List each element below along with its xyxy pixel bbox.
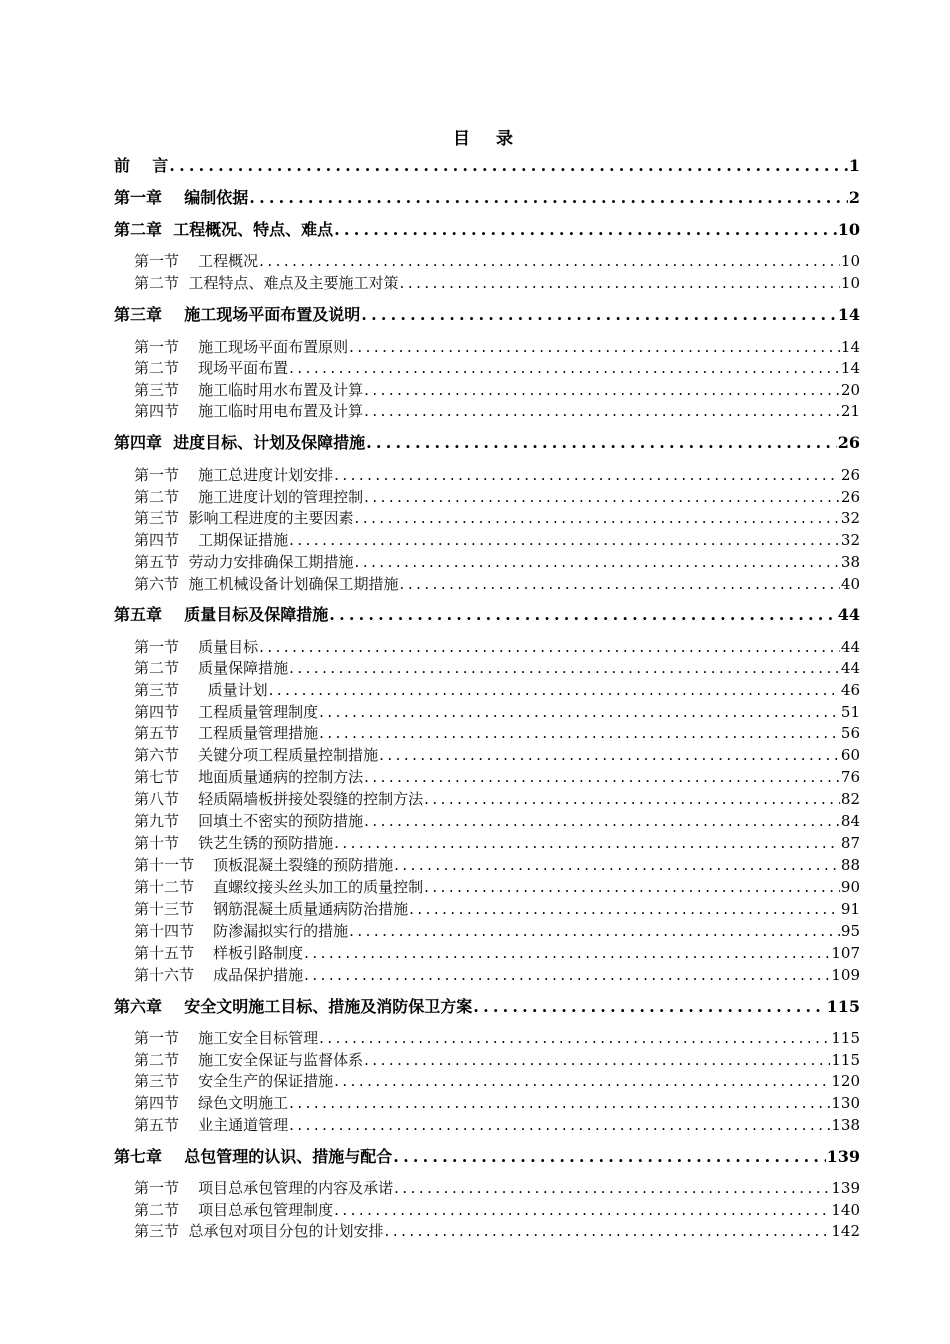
toc-page-number: 109 bbox=[831, 966, 860, 984]
toc-title: 目 录 bbox=[453, 129, 523, 149]
dot-leader bbox=[364, 810, 840, 832]
toc-entry-label: 第一节 施工总进度计划安排 bbox=[134, 466, 334, 484]
toc-entry-label: 第四节 绿色文明施工 bbox=[134, 1094, 289, 1112]
toc-section-entry[interactable] bbox=[114, 744, 860, 766]
toc-entry-label: 第五节 劳动力安排确保工期措施 bbox=[134, 553, 354, 571]
toc-entry-label: 第三节 安全生产的保证措施 bbox=[134, 1072, 334, 1090]
toc-entry-label: 第六节 施工机械设备计划确保工期措施 bbox=[134, 575, 399, 593]
toc-page-number: 44 bbox=[837, 605, 860, 624]
toc-entry-label: 第三节 影响工程进度的主要因素 bbox=[134, 509, 354, 527]
toc-section-entry[interactable] bbox=[114, 920, 860, 942]
toc-page-number: 10 bbox=[840, 274, 860, 292]
toc-entry-label: 第四节 施工临时用电布置及计算 bbox=[134, 402, 364, 420]
dot-leader bbox=[304, 942, 830, 964]
toc-page-number: 46 bbox=[840, 681, 860, 699]
toc-entry-label: 第十六节 成品保护措施 bbox=[134, 966, 304, 984]
toc-chapter-entry[interactable] bbox=[114, 155, 860, 177]
toc-entry-label: 前 言 bbox=[114, 156, 169, 175]
toc-section-entry[interactable] bbox=[114, 942, 860, 964]
toc-section-entry[interactable] bbox=[114, 679, 860, 701]
toc-page-number: 38 bbox=[840, 553, 860, 571]
dot-leader bbox=[366, 432, 837, 454]
toc-entry-label: 第二节 施工安全保证与监督体系 bbox=[134, 1051, 364, 1069]
dot-leader bbox=[269, 679, 840, 701]
toc-page-number: 107 bbox=[831, 944, 860, 962]
dot-leader bbox=[361, 304, 836, 326]
toc-page-number: 142 bbox=[831, 1222, 860, 1240]
dot-leader bbox=[334, 219, 837, 241]
dot-leader bbox=[379, 744, 840, 766]
dot-leader bbox=[304, 964, 830, 986]
toc-chapter-entry[interactable] bbox=[114, 219, 860, 241]
toc-section-entry[interactable] bbox=[114, 876, 860, 898]
toc-entry-label: 第十一节 顶板混凝土裂缝的预防措施 bbox=[134, 856, 394, 874]
toc-page-number: 56 bbox=[840, 724, 860, 742]
toc-chapter-entry[interactable] bbox=[114, 604, 860, 626]
toc-entry-label: 第二节 质量保障措施 bbox=[134, 659, 289, 677]
toc-entry-label: 第六节 关键分项工程质量控制措施 bbox=[134, 746, 379, 764]
toc-page-number: 130 bbox=[831, 1094, 860, 1112]
toc-entry-label: 第七章 总包管理的认识、措施与配合 bbox=[114, 1147, 393, 1166]
dot-leader bbox=[394, 854, 840, 876]
dot-leader bbox=[364, 400, 840, 422]
toc-page-number: 95 bbox=[840, 922, 860, 940]
toc-page-number: 44 bbox=[840, 659, 860, 677]
toc-entry-label: 第十二节 直螺纹接头丝头加工的质量控制 bbox=[134, 878, 424, 896]
toc-page-number: 10 bbox=[837, 220, 860, 239]
toc-page-number: 10 bbox=[840, 252, 860, 270]
toc-entry-label: 第十节 铁艺生锈的预防措施 bbox=[134, 834, 334, 852]
toc-section-entry[interactable] bbox=[114, 1199, 860, 1221]
toc-page-number: 14 bbox=[840, 359, 860, 377]
toc-page-number: 82 bbox=[840, 790, 860, 808]
dot-leader bbox=[319, 701, 840, 723]
dot-leader bbox=[349, 336, 840, 358]
toc-page-number: 60 bbox=[840, 746, 860, 764]
toc-section-entry[interactable] bbox=[114, 1092, 860, 1114]
toc-page-number: 139 bbox=[831, 1179, 860, 1197]
dot-leader bbox=[319, 722, 840, 744]
toc-entry-label: 第十五节 样板引路制度 bbox=[134, 944, 304, 962]
dot-leader bbox=[289, 1114, 830, 1136]
toc-section-entry[interactable] bbox=[114, 854, 860, 876]
toc-entry-label: 第三节 施工临时用水布置及计算 bbox=[134, 381, 364, 399]
toc-page-number: 1 bbox=[848, 156, 860, 175]
toc-page-number: 140 bbox=[831, 1201, 860, 1219]
toc-page-number: 84 bbox=[840, 812, 860, 830]
dot-leader bbox=[334, 464, 840, 486]
toc-page-number: 115 bbox=[826, 997, 860, 1016]
dot-leader bbox=[259, 250, 840, 272]
toc-section-entry[interactable] bbox=[114, 357, 860, 379]
toc-page-number: 2 bbox=[848, 188, 860, 207]
dot-leader bbox=[409, 898, 840, 920]
toc-page-number: 32 bbox=[840, 531, 860, 549]
toc-page-number: 14 bbox=[840, 338, 860, 356]
toc-section-entry[interactable] bbox=[114, 486, 860, 508]
toc-page-number: 44 bbox=[840, 638, 860, 656]
dot-leader bbox=[289, 1092, 830, 1114]
dot-leader bbox=[259, 636, 840, 658]
toc-section-entry[interactable] bbox=[114, 832, 860, 854]
dot-leader bbox=[364, 486, 840, 508]
toc-section-entry[interactable] bbox=[114, 1220, 860, 1242]
toc-section-entry[interactable] bbox=[114, 1114, 860, 1136]
toc-entry-label: 第十四节 防渗漏拟实行的措施 bbox=[134, 922, 349, 940]
toc-entry-label: 第一节 项目总承包管理的内容及承诺 bbox=[134, 1179, 394, 1197]
toc-section-entry[interactable] bbox=[114, 573, 860, 595]
toc-section-entry[interactable] bbox=[114, 766, 860, 788]
toc-section-entry[interactable] bbox=[114, 810, 860, 832]
toc-entry-label: 第一章 编制依据 bbox=[114, 188, 249, 207]
toc-section-entry[interactable] bbox=[114, 1177, 860, 1199]
toc-page-number: 32 bbox=[840, 509, 860, 527]
toc-section-entry[interactable] bbox=[114, 898, 860, 920]
toc-section-entry[interactable] bbox=[114, 250, 860, 272]
toc-page-number: 26 bbox=[837, 433, 860, 452]
toc-section-entry[interactable] bbox=[114, 336, 860, 358]
toc-page-number: 14 bbox=[837, 305, 860, 324]
toc-entry-label: 第十三节 钢筋混凝土质量通病防治措施 bbox=[134, 900, 409, 918]
toc-page-number: 26 bbox=[840, 466, 860, 484]
toc-page-number: 91 bbox=[840, 900, 860, 918]
toc-section-entry[interactable] bbox=[114, 379, 860, 401]
toc-page-number: 76 bbox=[840, 768, 860, 786]
dot-leader bbox=[364, 766, 840, 788]
toc-chapter-entry[interactable] bbox=[114, 1146, 860, 1168]
toc-entry-label: 第一节 施工安全目标管理 bbox=[134, 1029, 319, 1047]
toc-entry-label: 第四章 进度目标、计划及保障措施 bbox=[114, 433, 366, 452]
dot-leader bbox=[289, 357, 840, 379]
dot-leader bbox=[289, 657, 840, 679]
dot-leader bbox=[394, 1177, 830, 1199]
toc-entry-label: 第三节 总承包对项目分包的计划安排 bbox=[134, 1222, 384, 1240]
toc-page-number: 90 bbox=[840, 878, 860, 896]
toc-entry-label: 第四节 工程质量管理制度 bbox=[134, 703, 319, 721]
toc-section-entry[interactable] bbox=[114, 464, 860, 486]
toc-page-number: 88 bbox=[840, 856, 860, 874]
dot-leader bbox=[400, 573, 840, 595]
toc-section-entry[interactable] bbox=[114, 551, 860, 573]
toc-entry-label: 第八节 轻质隔墙板拼接处裂缝的控制方法 bbox=[134, 790, 424, 808]
toc-section-entry[interactable] bbox=[114, 272, 860, 294]
toc-entry-label: 第七节 地面质量通病的控制方法 bbox=[134, 768, 364, 786]
toc-chapter-entry[interactable] bbox=[114, 432, 860, 454]
toc-section-entry[interactable] bbox=[114, 1049, 860, 1071]
toc-page-number: 120 bbox=[831, 1072, 860, 1090]
toc-entry-label: 第五节 业主通道管理 bbox=[134, 1116, 289, 1134]
toc-section-entry[interactable] bbox=[114, 657, 860, 679]
toc-entry-label: 第二节 项目总承包管理制度 bbox=[134, 1201, 334, 1219]
toc-page-number: 20 bbox=[840, 381, 860, 399]
toc-entry-label: 第五节 工程质量管理措施 bbox=[134, 724, 319, 742]
toc-section-entry[interactable] bbox=[114, 400, 860, 422]
dot-leader bbox=[385, 1220, 831, 1242]
dot-leader bbox=[473, 996, 825, 1018]
toc-page-number: 87 bbox=[840, 834, 860, 852]
toc-entry-label: 第三节 质量计划 bbox=[134, 681, 268, 699]
dot-leader bbox=[364, 379, 840, 401]
dot-leader bbox=[334, 1070, 830, 1092]
toc-page-number: 115 bbox=[831, 1029, 860, 1047]
toc-entry-label: 第九节 回填土不密实的预防措施 bbox=[134, 812, 364, 830]
toc-entry-label: 第一节 质量目标 bbox=[134, 638, 259, 656]
toc-chapter-entry[interactable] bbox=[114, 996, 860, 1018]
toc-page-number: 51 bbox=[840, 703, 860, 721]
toc-entry-label: 第一节 工程概况 bbox=[134, 252, 259, 270]
toc-entry-label: 第一节 施工现场平面布置原则 bbox=[134, 338, 349, 356]
dot-leader bbox=[249, 187, 848, 209]
dot-leader bbox=[329, 604, 836, 626]
toc-page-number: 115 bbox=[831, 1051, 860, 1069]
toc-chapter-entry[interactable] bbox=[114, 304, 860, 326]
dot-leader bbox=[424, 876, 840, 898]
dot-leader bbox=[424, 788, 840, 810]
dot-leader bbox=[349, 920, 840, 942]
dot-leader bbox=[355, 507, 840, 529]
toc-section-entry[interactable] bbox=[114, 529, 860, 551]
toc-page-number: 139 bbox=[826, 1147, 860, 1166]
toc-page-number: 40 bbox=[840, 575, 860, 593]
dot-leader bbox=[400, 272, 840, 294]
toc-entry-label: 第二节 施工进度计划的管理控制 bbox=[134, 488, 364, 506]
toc-section-entry[interactable] bbox=[114, 636, 860, 658]
toc-entry-label: 第二节 工程特点、难点及主要施工对策 bbox=[134, 274, 399, 292]
toc-entry-label: 第二章 工程概况、特点、难点 bbox=[114, 220, 334, 239]
toc-page-number: 21 bbox=[840, 402, 860, 420]
toc-section-entry[interactable] bbox=[114, 788, 860, 810]
toc-section-entry[interactable] bbox=[114, 1027, 860, 1049]
toc-entry-label: 第六章 安全文明施工目标、措施及消防保卫方案 bbox=[114, 997, 473, 1016]
toc-section-entry[interactable] bbox=[114, 722, 860, 744]
dot-leader bbox=[169, 155, 848, 177]
dot-leader bbox=[364, 1049, 830, 1071]
toc-chapter-entry[interactable] bbox=[114, 187, 860, 209]
dot-leader bbox=[319, 1027, 830, 1049]
dot-leader bbox=[289, 529, 840, 551]
toc-section-entry[interactable] bbox=[114, 507, 860, 529]
toc-section-entry[interactable] bbox=[114, 964, 860, 986]
toc-section-entry[interactable] bbox=[114, 1070, 860, 1092]
toc-section-entry[interactable] bbox=[114, 701, 860, 723]
toc-entry-label: 第二节 现场平面布置 bbox=[134, 359, 289, 377]
dot-leader bbox=[334, 832, 840, 854]
toc-entry-label: 第三章 施工现场平面布置及说明 bbox=[114, 305, 361, 324]
dot-leader bbox=[334, 1199, 830, 1221]
toc-page-number: 26 bbox=[840, 488, 860, 506]
toc-page-number: 138 bbox=[831, 1116, 860, 1134]
dot-leader bbox=[355, 551, 840, 573]
toc-entry-label: 第五章 质量目标及保障措施 bbox=[114, 605, 329, 624]
dot-leader bbox=[393, 1146, 825, 1168]
toc-entry-label: 第四节 工期保证措施 bbox=[134, 531, 289, 549]
